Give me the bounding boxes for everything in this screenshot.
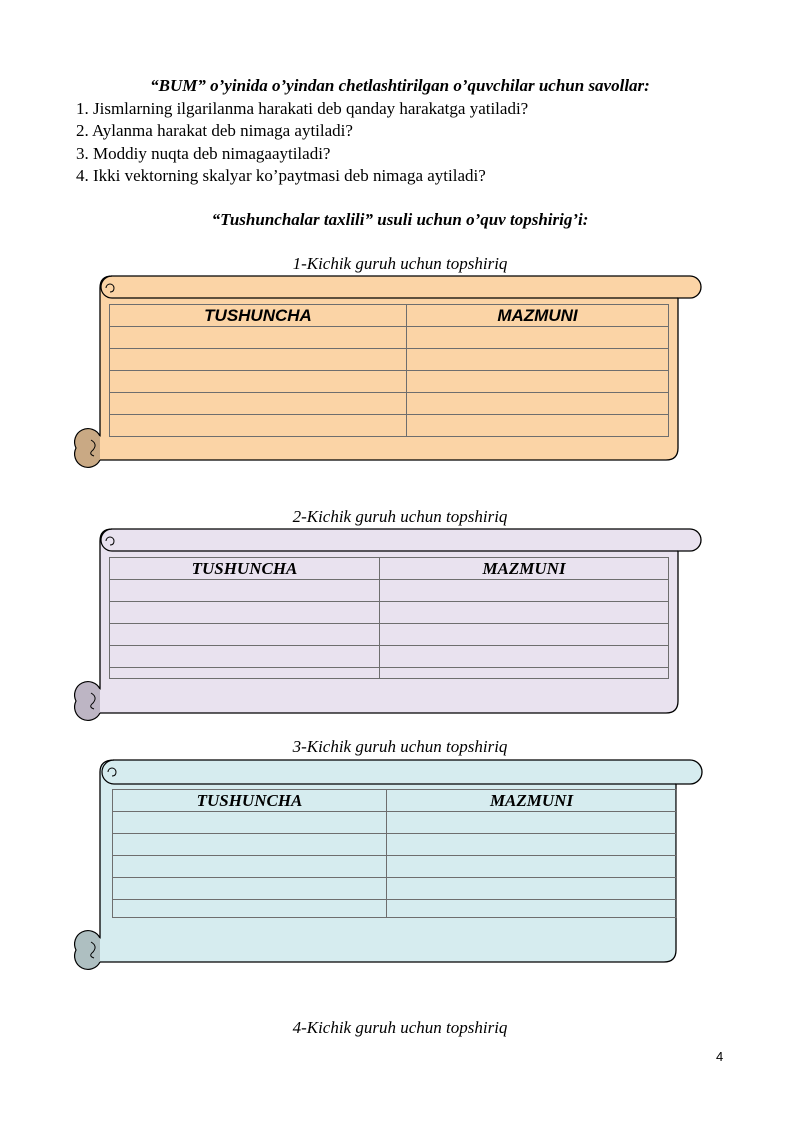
col-header-mazmuni: MAZMUNI	[387, 790, 677, 812]
table-cell[interactable]	[387, 856, 677, 878]
table-row	[110, 668, 669, 679]
table-cell[interactable]	[110, 371, 407, 393]
table-row	[110, 371, 669, 393]
question-item: 2. Aylanma harakat deb nimaga aytiladi?	[76, 121, 353, 140]
table-row	[113, 812, 677, 834]
task-heading: “Tushunchalar taxlili” usuli uchun o’quv topshirig’i:	[211, 210, 589, 229]
col-header-tushuncha: TUSHUNCHA	[113, 790, 387, 812]
scroll-frame	[76, 276, 702, 462]
concept-table	[112, 789, 677, 918]
col-header-mazmuni: MAZMUNI	[380, 558, 669, 580]
table-cell[interactable]	[387, 878, 677, 900]
group-caption: 2-Kichik guruh uchun topshiriq	[292, 507, 508, 526]
table-cell[interactable]	[110, 624, 380, 646]
table-cell[interactable]	[110, 646, 380, 668]
table-cell[interactable]	[110, 327, 407, 349]
table-cell[interactable]	[113, 834, 387, 856]
table-cell[interactable]	[387, 900, 677, 918]
table-cell[interactable]	[110, 668, 380, 679]
table-cell[interactable]	[380, 602, 669, 624]
question-item: 1. Jismlarning ilgarilanma harakati deb qanday harakatga yatiladi?	[76, 99, 529, 118]
table-cell[interactable]	[110, 349, 407, 371]
concept-table	[109, 557, 669, 679]
table-row	[113, 834, 677, 856]
col-header-tushuncha: TUSHUNCHA	[110, 558, 380, 580]
table-cell[interactable]	[380, 646, 669, 668]
table-cell[interactable]	[110, 393, 407, 415]
group-caption: 4-Kichik guruh uchun topshiriq	[292, 1018, 508, 1037]
scroll-frame	[76, 760, 702, 964]
table-row	[110, 602, 669, 624]
questions-heading: “BUM” o’yinida o’yindan chetlashtirilgan o’quvchilar uchun savollar:	[150, 76, 650, 95]
col-header-tushuncha: TUSHUNCHA	[110, 305, 407, 327]
table-header-row	[113, 790, 677, 812]
table-cell[interactable]	[407, 371, 669, 393]
table-cell[interactable]	[110, 580, 380, 602]
group-caption: 3-Kichik guruh uchun topshiriq	[292, 737, 508, 756]
table-row	[110, 327, 669, 349]
table-cell[interactable]	[110, 602, 380, 624]
table-cell[interactable]	[113, 878, 387, 900]
table-cell[interactable]	[113, 900, 387, 918]
table-cell[interactable]	[387, 834, 677, 856]
table-row	[110, 580, 669, 602]
table-row	[110, 349, 669, 371]
table-row	[110, 393, 669, 415]
table-row	[110, 646, 669, 668]
concept-table	[109, 304, 669, 437]
col-header-mazmuni: MAZMUNI	[407, 305, 669, 327]
question-item: 3. Moddiy nuqta deb nimagaaytiladi?	[76, 144, 331, 163]
table-cell[interactable]	[380, 624, 669, 646]
table-cell[interactable]	[113, 812, 387, 834]
table-cell[interactable]	[380, 580, 669, 602]
table-cell[interactable]	[407, 349, 669, 371]
table-cell[interactable]	[407, 415, 669, 437]
table-cell[interactable]	[380, 668, 669, 679]
table-row	[110, 624, 669, 646]
table-row	[113, 900, 677, 918]
table-row	[110, 415, 669, 437]
page-number: 4	[716, 1049, 724, 1064]
table-cell[interactable]	[407, 393, 669, 415]
table-row	[113, 878, 677, 900]
table-cell[interactable]	[387, 812, 677, 834]
table-cell[interactable]	[113, 856, 387, 878]
group-caption: 1-Kichik guruh uchun topshiriq	[292, 254, 508, 273]
table-header-row	[110, 305, 669, 327]
table-cell[interactable]	[110, 415, 407, 437]
scroll-frame	[76, 529, 702, 715]
table-header-row	[110, 558, 669, 580]
table-row	[113, 856, 677, 878]
table-cell[interactable]	[407, 327, 669, 349]
question-item: 4. Ikki vektorning skalyar ko’paytmasi deb nimaga aytiladi?	[76, 166, 486, 185]
